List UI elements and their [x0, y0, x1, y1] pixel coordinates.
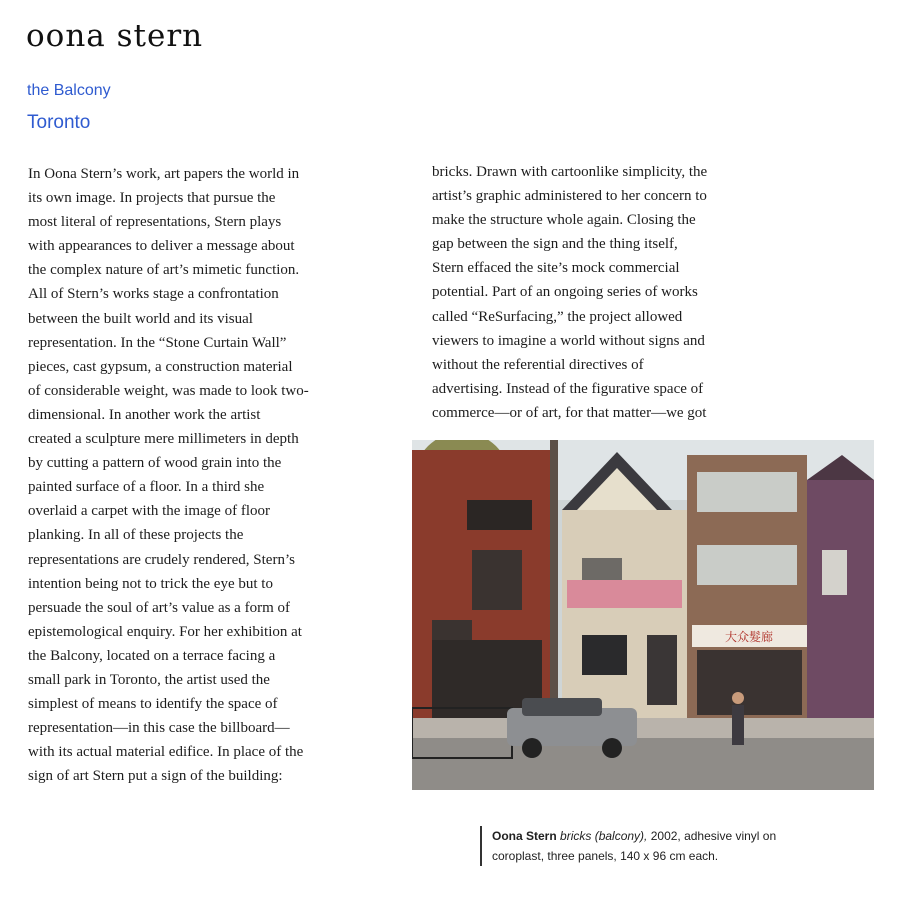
street [412, 738, 874, 790]
article-line: planking. In all of these projects the [28, 527, 244, 544]
article-line: commerce—or of art, for that matter—we got [432, 404, 707, 421]
purple-house [807, 480, 874, 720]
article-line: intention being not to trick the eye but to [28, 575, 273, 592]
pedestrian [732, 705, 744, 745]
article-line: with appearances to deliver a message about [28, 238, 295, 255]
article-line: All of Stern’s works stage a confrontation [28, 286, 279, 303]
article-line: advertising. Instead of the figurative space of [432, 380, 704, 397]
article-line: viewers to imagine a world without signs and [432, 332, 705, 349]
article-line: its own image. In projects that pursue the [28, 190, 276, 207]
article-line: Stern effaced the site’s mock commercial [432, 260, 680, 277]
window [697, 472, 797, 512]
article-line: representation—in this case the billboard— [28, 720, 290, 737]
storefront [697, 650, 802, 715]
shop-sign-text: 大众髮廊 [724, 630, 774, 644]
article-line: persuade the soul of art’s value as a form of [28, 599, 290, 616]
car-wheel [522, 738, 542, 758]
article-line: most literal of representations, Stern plays [28, 214, 282, 231]
pedestrian-head [732, 692, 744, 704]
balcony-railing [467, 500, 532, 530]
article-line: without the referential directives of [432, 356, 644, 373]
storefront-door [647, 635, 677, 705]
caption-line-2: coroplast, three panels, 140 x 96 cm each. [492, 849, 719, 863]
article-column-right [432, 160, 812, 425]
article-line: bricks. Drawn with cartoonlike simplicity, the [432, 164, 708, 180]
caption-line-1 [492, 826, 832, 846]
article-line: sign of art Stern put a sign of the building: [28, 768, 283, 785]
utility-pole [550, 440, 558, 740]
article-line: In Oona Stern’s work, art papers the world in [28, 166, 300, 182]
photo-caption [480, 826, 832, 866]
car-wheel [602, 738, 622, 758]
article-line: the complex nature of art’s mimetic function. [28, 262, 300, 279]
window [822, 550, 847, 595]
caption-details: 2002, adhesive vinyl on [647, 829, 777, 843]
article-line: representations are crudely rendered, Stern’s [28, 551, 295, 568]
window [582, 558, 622, 580]
article-line: between the built world and its visual [28, 310, 253, 327]
article-line: simplest of means to identify the space of [28, 696, 278, 713]
storefront-window [582, 635, 627, 675]
article-line: pieces, cast gypsum, a construction material [28, 358, 293, 375]
article-line: artist’s graphic administered to her concern to [432, 188, 707, 205]
article-column-left [28, 162, 403, 788]
car-window [522, 698, 602, 716]
venue-name: the Balcony [27, 82, 111, 99]
article-line: by cutting a pattern of wood grain into the [28, 455, 282, 472]
street-photo [412, 440, 874, 790]
sidewalk [412, 718, 874, 738]
article-line: the Balcony, located on a terrace facing a [28, 647, 276, 664]
article-line: dimensional. In another work the artist [28, 406, 261, 423]
article-line: representation. In the “Stone Curtain Wall” [28, 334, 287, 351]
article-line: called “ReSurfacing,” the project allowed [432, 308, 683, 325]
article-line: epistemological enquiry. For her exhibition at [28, 623, 302, 640]
street-photo-illustration [412, 440, 874, 790]
caption-title: bricks (balcony), [560, 829, 648, 843]
article-line: potential. Part of an ongoing series of works [432, 284, 698, 301]
billboard-bricks [567, 580, 682, 608]
article-line: with its actual material edifice. In place of the [28, 744, 304, 761]
article-line: small park in Toronto, the artist used the [28, 671, 270, 688]
article-line: of considerable weight, was made to look two- [28, 382, 309, 399]
article-line: overlaid a carpet with the image of floor [28, 503, 270, 520]
window [697, 545, 797, 585]
article-line: painted surface of a floor. In a third she [28, 479, 265, 496]
city-name: Toronto [27, 112, 91, 133]
article-line: make the structure whole again. Closing the [432, 212, 696, 229]
article-line: gap between the sign and the thing itself, [432, 236, 678, 253]
caption-artist: Oona Stern [492, 829, 557, 843]
article-line: created a sculpture mere millimeters in depth [28, 431, 299, 448]
artist-name-heading: oona stern [26, 18, 204, 54]
window [472, 550, 522, 610]
